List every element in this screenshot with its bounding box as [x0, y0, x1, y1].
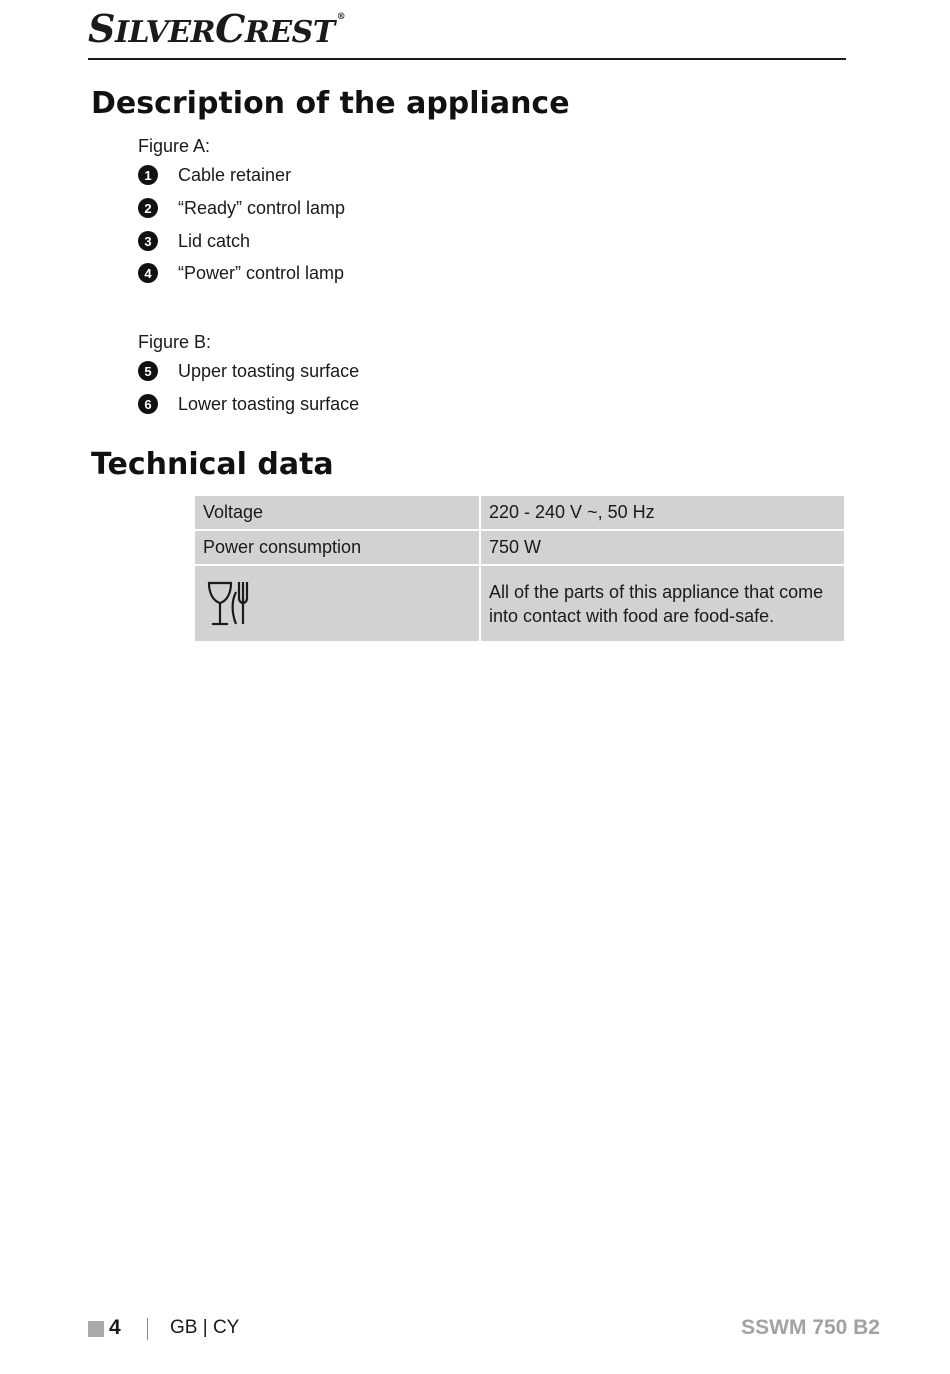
page-number: 4 [109, 1316, 121, 1339]
page-header [88, 4, 846, 60]
section-title-description: Description of the appliance [91, 86, 570, 121]
number-3-icon: 3 [138, 231, 158, 251]
food-safe-icon [206, 580, 250, 628]
figure-a-label: Figure A: [138, 136, 211, 156]
number-4-icon: 4 [138, 263, 158, 283]
table-row [194, 495, 845, 530]
table-cell-value: 750 W [480, 530, 845, 565]
list-item [138, 162, 291, 188]
table-row [194, 565, 845, 642]
number-5-icon: 5 [138, 361, 158, 381]
number-1-icon: 1 [138, 165, 158, 185]
item-label: “Ready” control lamp [178, 197, 346, 218]
list-item [138, 228, 250, 254]
page-marker-icon [88, 1321, 104, 1337]
table-cell-label: Power consumption [194, 530, 480, 565]
brand-logo: SILVERCREST ® [88, 6, 346, 51]
list-item [138, 195, 345, 221]
footer-divider [147, 1318, 148, 1340]
table-cell-value: 220 - 240 V ~, 50 Hz [480, 495, 845, 530]
item-label: Cable retainer [178, 164, 292, 185]
language-codes: GB | CY [170, 1317, 240, 1338]
table-cell-label: Voltage [194, 495, 480, 530]
figure-b-label: Figure B: [138, 332, 212, 352]
page-footer [88, 1314, 880, 1344]
table-row [194, 530, 845, 565]
section-title-technical-data: Technical data [91, 447, 334, 482]
item-label: Lower toasting surface [178, 393, 360, 414]
item-label: “Power” control lamp [178, 262, 345, 283]
list-item [138, 260, 344, 286]
technical-data-table [193, 494, 846, 643]
item-label: Lid catch [178, 230, 251, 251]
table-cell-value: All of the parts of this appliance that come into contact with food are food-safe. [480, 565, 845, 642]
list-item [138, 391, 359, 417]
number-2-icon: 2 [138, 198, 158, 218]
model-number: SSWM 750 B2 [741, 1316, 880, 1339]
table-cell-icon [194, 565, 480, 642]
item-label: Upper toasting surface [178, 360, 360, 381]
list-item [138, 358, 359, 384]
number-6-icon: 6 [138, 394, 158, 414]
